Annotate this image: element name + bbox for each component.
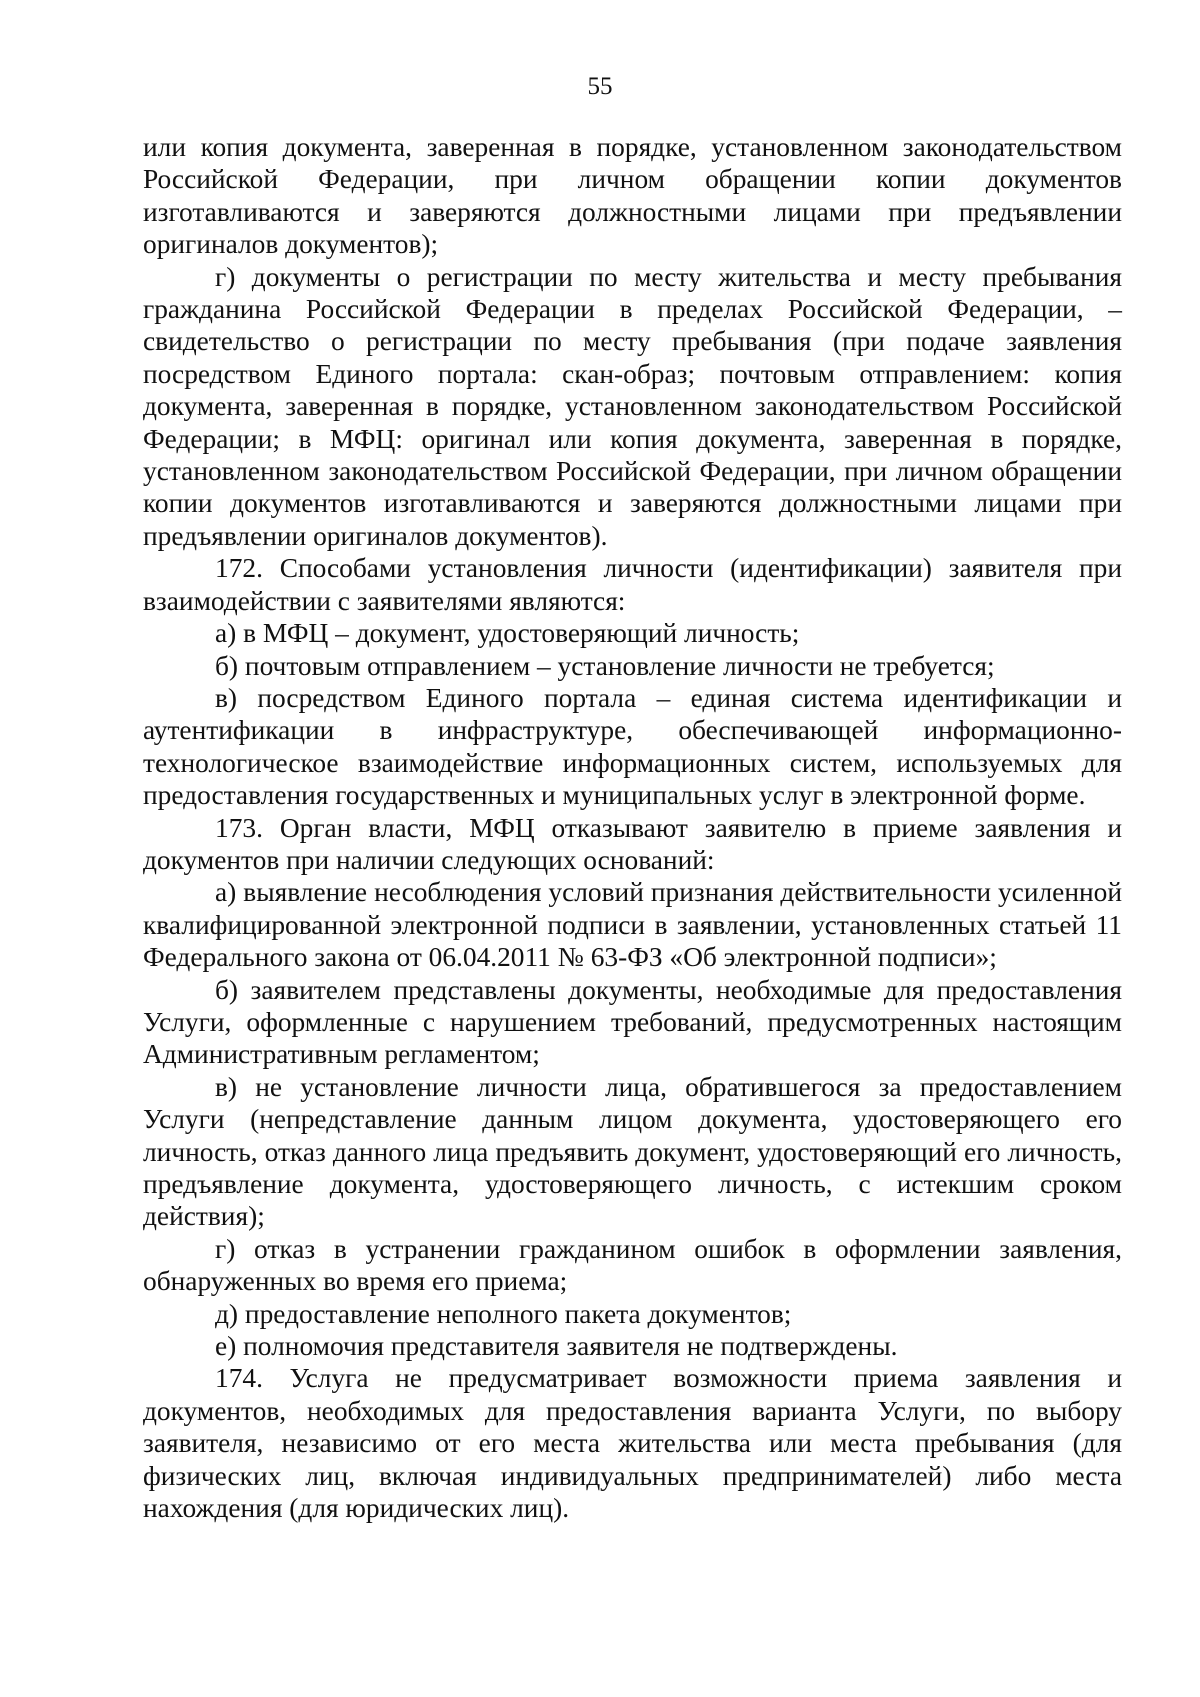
paragraph-172-b: б) почтовым отправлением – установление личности не требуется; [215,650,995,681]
paragraph-173-g: г) отказ в устранении гражданином ошибок в оформлении заявления, обнаруженных во время его приема; [143,1233,1122,1297]
paragraph-173: 173. Орган власти, МФЦ отказывают заявителю в приеме заявления и документов при наличии следующих оснований: [143,812,1122,875]
paragraph-172-v: в) посредством Единого портала – единая система идентификации и аутентификации в инфраструктуре, обеспечивающей информационно-технологическое взаимодействие информационных систем, используемых для предоставления государственных и муниципальных услуг в электронной форме. [143,682,1122,811]
paragraph-174: 174. Услуга не предусматривает возможности приема заявления и документов, необходимых для предоставления варианта Услуги, по выбору заявителя, независимо от его места жительства или места пребывания (для физических лиц, включая индивидуальных предпринимателей) либо места нахождения (для юридических лиц). [143,1363,1122,1524]
paragraph-173-b: б) заявителем представлены документы, необходимые для предоставления Услуги, оформленные с нарушением требований, предусмотренных настоящим Административным регламентом; [143,974,1122,1070]
paragraph-continuation: или копия документа, заверенная в порядке, установленном законодательством Российской Федерации, при личном обращении копии документов изготавливаются и заверяются должностными лицами при предъявлении оригиналов документов); [143,132,1122,260]
document-body [143,131,1122,1524]
paragraph-173-v: в) не установление личности лица, обратившегося за предоставлением Услуги (непредставление данным лицом документа, удостоверяющего его личность, отказ данного лица предъявить документ, удостоверяющий его личность, предъявление документа, удостоверяющего личность, с истекшим сроком действия); [143,1071,1122,1232]
paragraph-172: 172. Способами установления личности (идентификации) заявителя при взаимодействии с заявителями являются: [143,553,1122,616]
paragraph-173-e: е) полномочия представителя заявителя не подтверждены. [215,1331,898,1362]
paragraph-item-g-registration: г) документы о регистрации по месту жительства и месту пребывания гражданина Российской Федерации в пределах Российской Федерации, – свидетельство о регистрации по месту пребывания (при подаче заявления посредством Единого портала: скан-образ; почтовым отправлением: копия документа, заверенная в порядке, установленном законодательством Российской Федерации; в МФЦ: оригинал или копия документа, заверенная в порядке, установленном законодательством Российской Федерации, при личном обращении копии документов изготавливаются и заверяются должностными лицами при предъявлении оригиналов документов). [143,261,1122,551]
page-number: 55 [587,73,613,100]
paragraph-173-d: д) предоставление неполного пакета документов; [215,1298,792,1329]
paragraph-173-a: а) выявление несоблюдения условий признания действительности усиленной квалифицированной электронной подписи в заявлении, установленных статьей 11 Федерального закона от 06.04.2011 № 63-ФЗ «Об электронной подписи»; [143,877,1122,973]
paragraph-172-a: а) в МФЦ – документ, удостоверяющий личность; [215,618,800,649]
